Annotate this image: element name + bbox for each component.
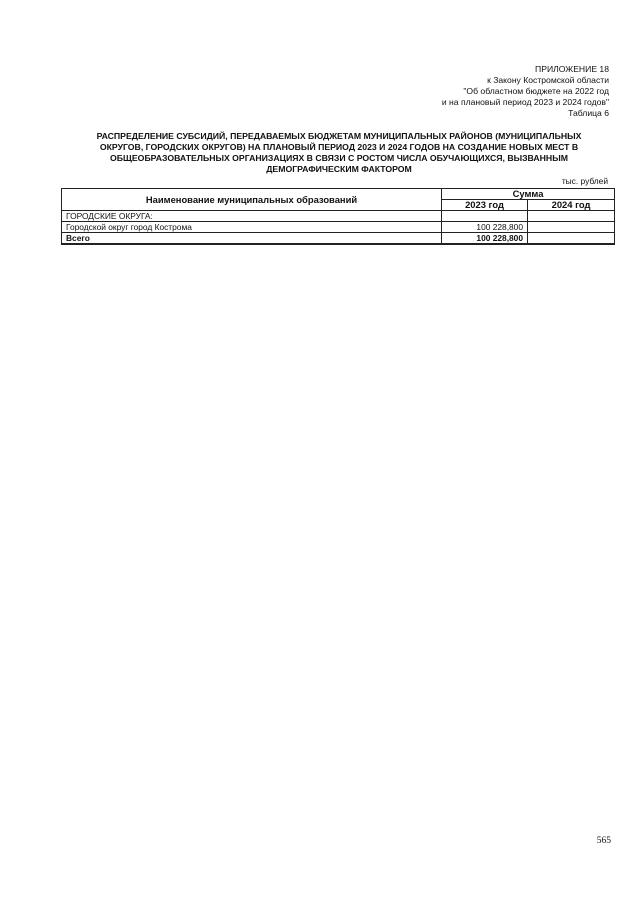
amount-2023: 100 228,800 xyxy=(442,222,528,233)
appendix-line: и на плановый период 2023 и 2024 годов" xyxy=(441,97,609,107)
title-line: ДЕМОГРАФИЧЕСКИМ ФАКТОРОМ xyxy=(266,164,412,174)
appendix-line: "Об областном бюджете на 2022 год xyxy=(463,86,609,96)
sum-column-header: Сумма xyxy=(442,189,615,200)
title-line: РАСПРЕДЕЛЕНИЕ СУБСИДИЙ, ПЕРЕДАВАЕМЫХ БЮДЖЕТАМ МУНИЦИПАЛЬНЫХ РАЙОНОВ (МУНИЦИПАЛЬНЫХ xyxy=(96,131,582,141)
total-2024 xyxy=(528,233,615,245)
table-row xyxy=(62,211,615,222)
municipality-name: Городской округ город Кострома xyxy=(62,222,442,233)
units-label: тыс. рублей xyxy=(561,176,608,186)
municipality-name: ГОРОДСКИЕ ОКРУГА: xyxy=(62,211,442,222)
table-number: Таблица 6 xyxy=(568,108,609,118)
subsidy-table xyxy=(61,188,615,245)
total-label: Всего xyxy=(62,233,442,245)
title-line: ОБЩЕОБРАЗОВАТЕЛЬНЫХ ОРГАНИЗАЦИЯХ В СВЯЗИ С РОСТОМ ЧИСЛА ОБУЧАЮЩИХСЯ, ВЫЗВАННЫМ xyxy=(110,153,568,163)
appendix-line: ПРИЛОЖЕНИЕ 18 xyxy=(535,64,609,74)
year-2024-header: 2024 год xyxy=(528,200,615,211)
title-line: ОКРУГОВ, ГОРОДСКИХ ОКРУГОВ) НА ПЛАНОВЫЙ ПЕРИОД 2023 И 2024 ГОДОВ НА СОЗДАНИЕ НОВЫХ МЕСТ В xyxy=(99,142,579,152)
page-number: 565 xyxy=(596,836,611,846)
appendix-header xyxy=(442,64,609,119)
appendix-line: к Закону Костромской области xyxy=(487,75,609,85)
amount-2024 xyxy=(528,211,615,222)
total-2023: 100 228,800 xyxy=(442,233,528,245)
amount-2023 xyxy=(442,211,528,222)
document-title xyxy=(58,131,620,175)
name-column-header: Наименование муниципальных образований xyxy=(62,189,442,211)
amount-2024 xyxy=(528,222,615,233)
table-header-row xyxy=(62,189,615,200)
total-row xyxy=(62,233,615,245)
year-2023-header: 2023 год xyxy=(442,200,528,211)
table-row xyxy=(62,222,615,233)
